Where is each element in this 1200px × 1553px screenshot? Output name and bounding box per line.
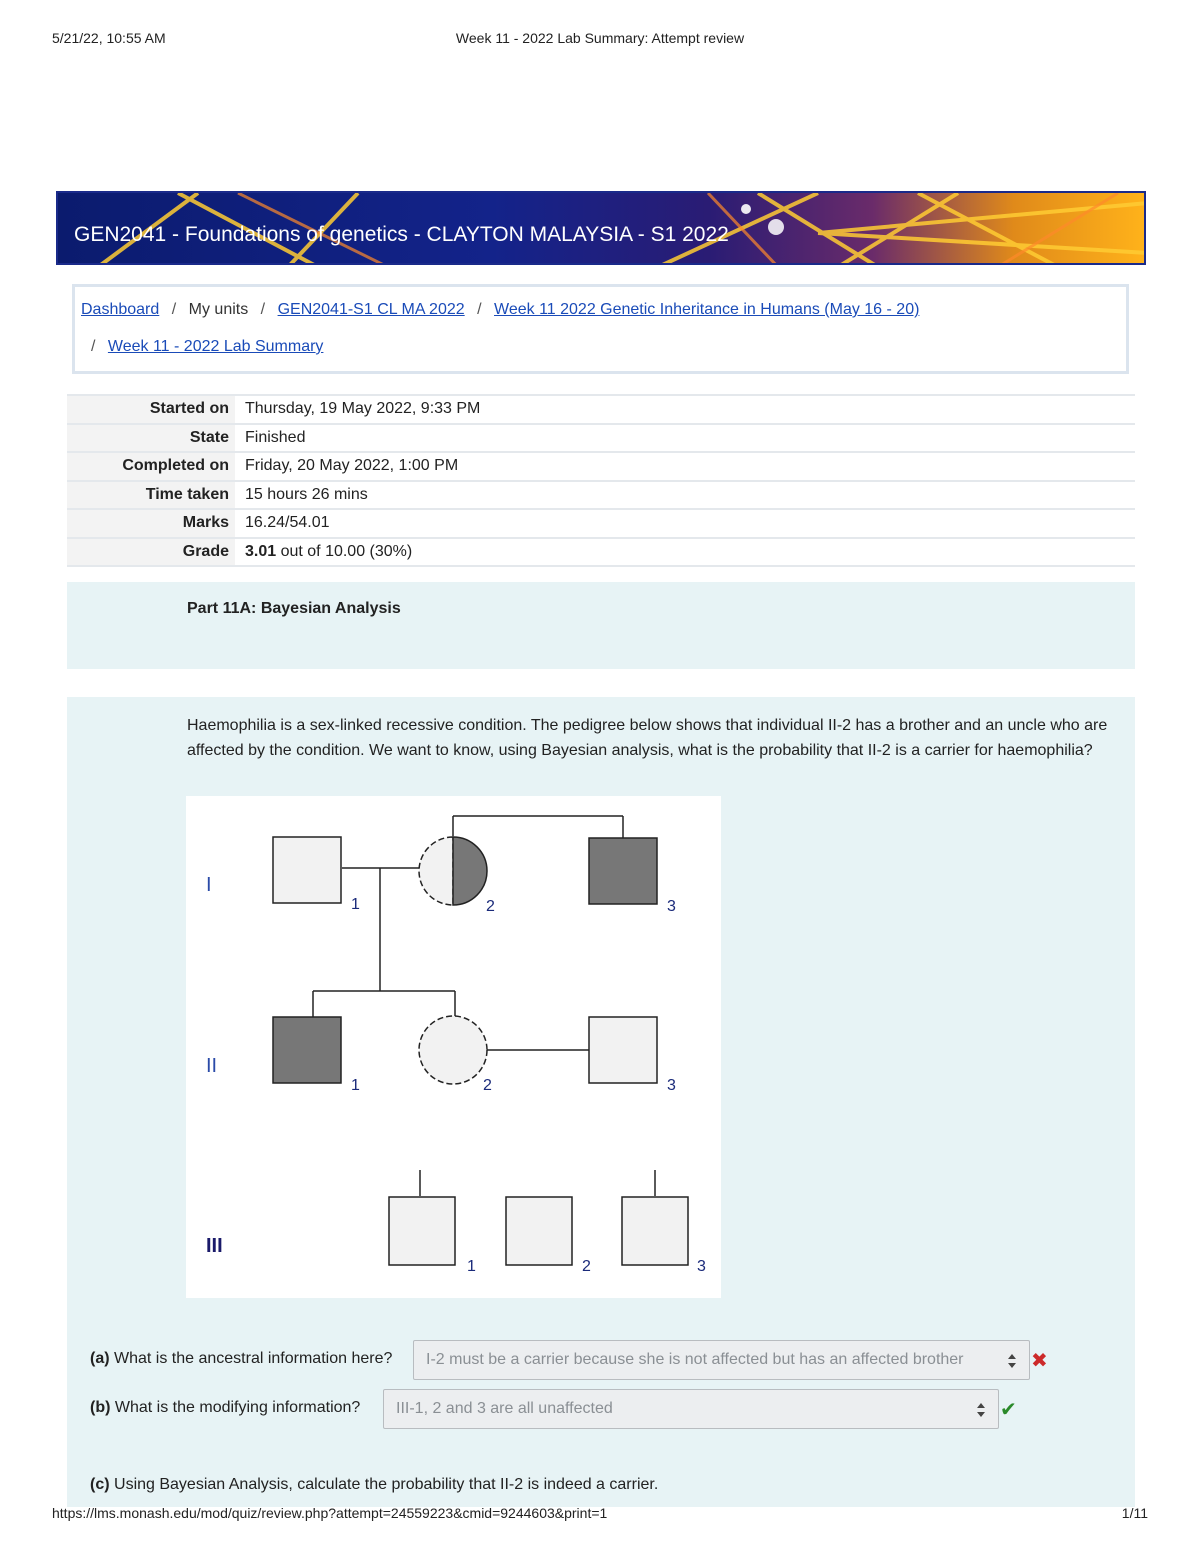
pedigree-figure: [186, 796, 721, 1298]
individual-I-1: [273, 837, 341, 903]
generation-label-III: III: [206, 1235, 223, 1257]
grade-score: 3.01: [245, 542, 277, 560]
summary-label: Time taken: [67, 481, 235, 510]
part-letter: (a): [90, 1350, 110, 1367]
print-title: Week 11 - 2022 Lab Summary: Attempt review: [455, 30, 745, 46]
question-text: Haemophilia is a sex-linked recessive condition. The pedigree below shows that individual II-2 has a brother and an uncle who are affected by the condition. We want to know, using Bayesian analysis, what is the probability that II-2 is a carrier for haemophilia?: [187, 717, 1108, 759]
question-part-b: [90, 1399, 360, 1417]
print-page-number: 1/11: [1121, 1505, 1148, 1521]
individual-number: 2: [486, 898, 495, 915]
breadcrumb-separator: /: [171, 301, 177, 318]
individual-I-2-carrier-half: [453, 837, 487, 905]
individual-II-2: [419, 1016, 487, 1084]
breadcrumb-separator: /: [260, 301, 266, 318]
summary-label: Completed on: [67, 452, 235, 481]
selected-answer: III-1, 2 and 3 are all unaffected: [396, 1400, 613, 1417]
individual-III-2: [506, 1197, 572, 1265]
print-datetime: 5/21/22, 10:55 AM: [52, 30, 166, 46]
question-part-a: [90, 1350, 392, 1368]
question-box: [67, 697, 1135, 1507]
summary-row: [67, 395, 1135, 424]
select-arrows-icon: [1007, 1353, 1017, 1369]
breadcrumb-week-link[interactable]: Week 11 2022 Genetic Inheritance in Humans (May 16 - 20): [494, 301, 920, 318]
part-info-box: [67, 582, 1135, 669]
generation-label-I: I: [206, 874, 212, 896]
summary-value: 15 hours 26 mins: [235, 481, 1135, 510]
individual-II-3: [589, 1017, 657, 1083]
summary-row: [67, 481, 1135, 510]
individual-number: 3: [667, 1077, 676, 1094]
part-letter: (c): [90, 1476, 110, 1493]
breadcrumb-separator: /: [477, 301, 482, 318]
breadcrumb-unit-link[interactable]: GEN2041-S1 CL MA 2022: [277, 301, 465, 318]
question-part-c: [90, 1476, 658, 1494]
answer-select-b[interactable]: [383, 1389, 999, 1429]
individual-number: 1: [351, 896, 360, 913]
selected-answer: I-2 must be a carrier because she is not affected but has an affected brother: [426, 1351, 964, 1368]
breadcrumb-quiz-link[interactable]: Week 11 - 2022 Lab Summary: [107, 338, 324, 355]
summary-value: Finished: [235, 424, 1135, 453]
check-icon: ✔: [1000, 1399, 1017, 1421]
print-header: [52, 30, 1148, 50]
part-prompt: Using Bayesian Analysis, calculate the probability that II-2 is indeed a carrier.: [109, 1476, 659, 1493]
summary-row: [67, 509, 1135, 538]
individual-number: 1: [351, 1077, 360, 1094]
course-banner: [56, 191, 1146, 265]
part-letter: (b): [90, 1399, 111, 1416]
breadcrumb-separator: /: [91, 338, 96, 355]
print-url: https://lms.monash.edu/mod/quiz/review.php?attempt=24559223&cmid=9244603&print=1: [52, 1505, 608, 1521]
answer-select-a[interactable]: [413, 1340, 1030, 1380]
summary-label: Started on: [67, 395, 235, 424]
part-title: Part 11A: Bayesian Analysis: [187, 600, 401, 617]
individual-III-1: [389, 1197, 455, 1265]
select-arrows-icon: [976, 1402, 986, 1418]
individual-II-1-affected: [273, 1017, 341, 1083]
breadcrumb-dashboard-link[interactable]: Dashboard: [81, 301, 160, 318]
pedigree-diagram: [186, 796, 721, 1298]
summary-label: Grade: [67, 538, 235, 567]
course-title: GEN2041 - Foundations of genetics - CLAYTON MALAYSIA - S1 2022: [74, 223, 729, 246]
individual-III-3: [622, 1197, 688, 1265]
summary-value: 16.24/54.01: [235, 509, 1135, 538]
breadcrumb: [72, 284, 1129, 374]
individual-I-3-affected: [589, 838, 657, 904]
breadcrumb-my-units: My units: [188, 301, 249, 318]
individual-number: 1: [467, 1258, 476, 1275]
summary-label: Marks: [67, 509, 235, 538]
part-prompt: What is the modifying information?: [110, 1399, 361, 1416]
grade-out-of: out of 10.00 (30%): [276, 542, 413, 560]
summary-row: [67, 424, 1135, 453]
attempt-summary-table: [67, 394, 1135, 567]
generation-label-II: II: [206, 1055, 218, 1077]
summary-label: State: [67, 424, 235, 453]
part-prompt: What is the ancestral information here?: [109, 1350, 393, 1367]
individual-I-2-unaffected-half: [419, 837, 453, 905]
individual-number: 3: [697, 1258, 706, 1275]
summary-row-grade: [67, 538, 1135, 567]
summary-row: [67, 452, 1135, 481]
print-footer: [52, 1505, 1148, 1525]
grade-value: [235, 538, 1135, 567]
individual-number: 2: [582, 1258, 591, 1275]
individual-number: 3: [667, 898, 676, 915]
cross-icon: ✖: [1031, 1350, 1048, 1372]
summary-value: Thursday, 19 May 2022, 9:33 PM: [235, 395, 1135, 424]
summary-value: Friday, 20 May 2022, 1:00 PM: [235, 452, 1135, 481]
individual-number: 2: [483, 1077, 492, 1094]
